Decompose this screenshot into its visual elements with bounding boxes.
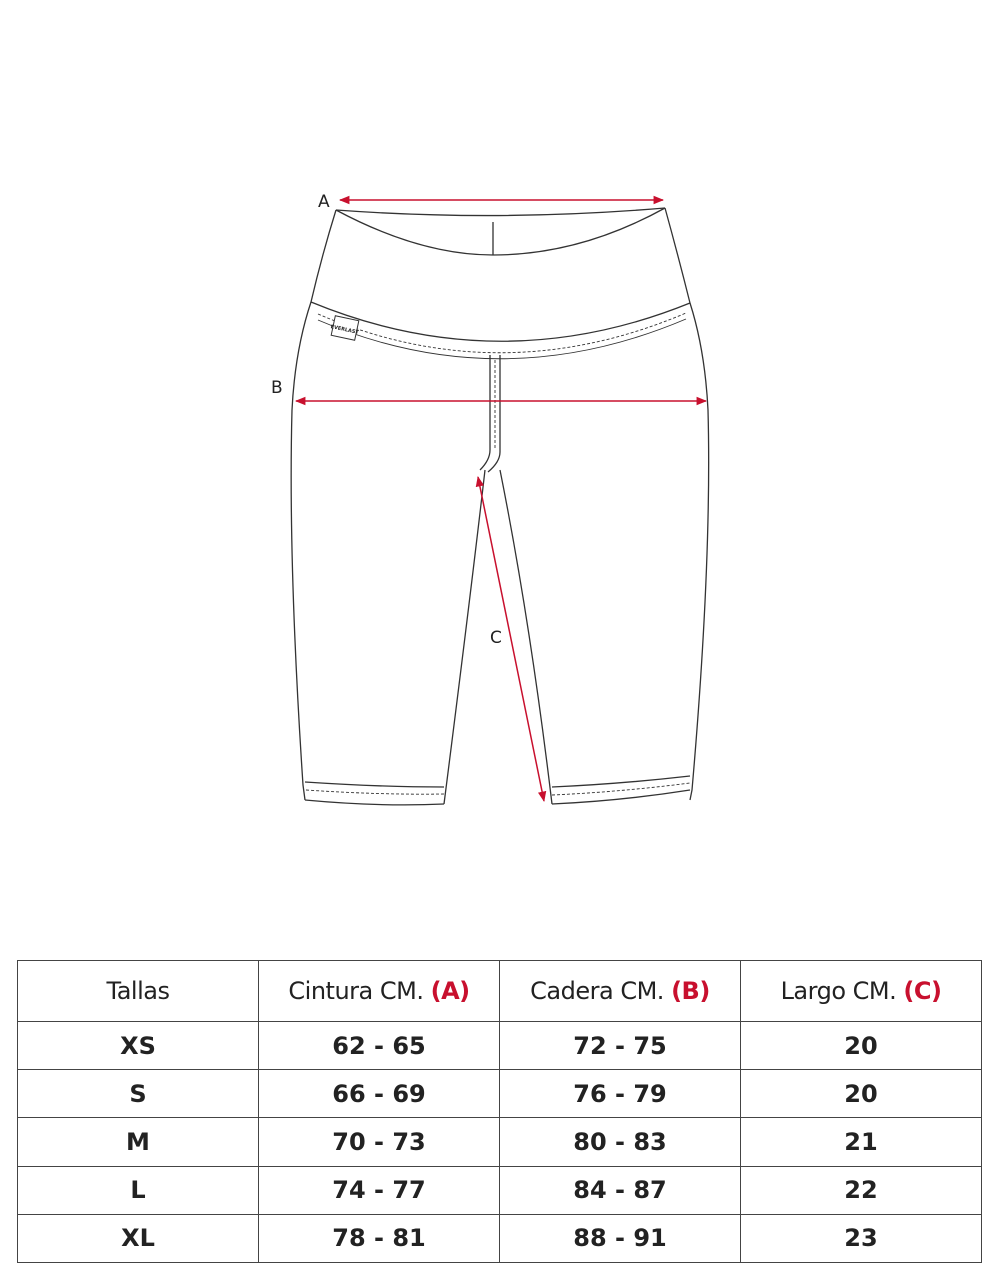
header-cadera-code: (B) — [671, 977, 710, 1005]
cell-largo: 20 — [741, 1022, 982, 1070]
cell-cintura: 74 - 77 — [259, 1166, 500, 1214]
cell-talla: XL — [18, 1214, 259, 1262]
cell-cintura: 62 - 65 — [259, 1022, 500, 1070]
cell-cintura: 66 - 69 — [259, 1070, 500, 1118]
shorts-outline — [291, 208, 709, 805]
cell-talla: XS — [18, 1022, 259, 1070]
table-row — [18, 1118, 982, 1166]
cell-cadera: 80 - 83 — [500, 1118, 741, 1166]
table-row — [18, 1022, 982, 1070]
label-c: C — [490, 628, 502, 648]
table-row — [18, 1166, 982, 1214]
cell-largo: 21 — [741, 1118, 982, 1166]
cell-cadera: 76 - 79 — [500, 1070, 741, 1118]
header-largo-code: (C) — [903, 977, 942, 1005]
header-cadera: Cadera CM. (B) — [500, 961, 741, 1022]
header-largo: Largo CM. (C) — [741, 961, 982, 1022]
cell-talla: L — [18, 1166, 259, 1214]
cell-cintura: 70 - 73 — [259, 1118, 500, 1166]
cell-cadera: 88 - 91 — [500, 1214, 741, 1262]
header-tallas: Tallas — [18, 961, 259, 1022]
size-table — [17, 960, 982, 1263]
cell-largo: 23 — [741, 1214, 982, 1262]
table-header-row — [18, 961, 982, 1022]
cell-largo: 20 — [741, 1070, 982, 1118]
cell-talla: M — [18, 1118, 259, 1166]
table-row — [18, 1070, 982, 1118]
header-cintura: Cintura CM. (A) — [259, 961, 500, 1022]
brand-tag — [330, 316, 360, 341]
label-a: A — [318, 192, 330, 212]
cell-cadera: 72 - 75 — [500, 1022, 741, 1070]
cell-largo: 22 — [741, 1166, 982, 1214]
brand-tag-text: EVERLAST — [329, 324, 360, 336]
cell-cadera: 84 - 87 — [500, 1166, 741, 1214]
header-cintura-code: (A) — [430, 977, 470, 1005]
table-row — [18, 1214, 982, 1262]
cell-talla: S — [18, 1070, 259, 1118]
cell-cintura: 78 - 81 — [259, 1214, 500, 1262]
label-b: B — [271, 378, 283, 398]
